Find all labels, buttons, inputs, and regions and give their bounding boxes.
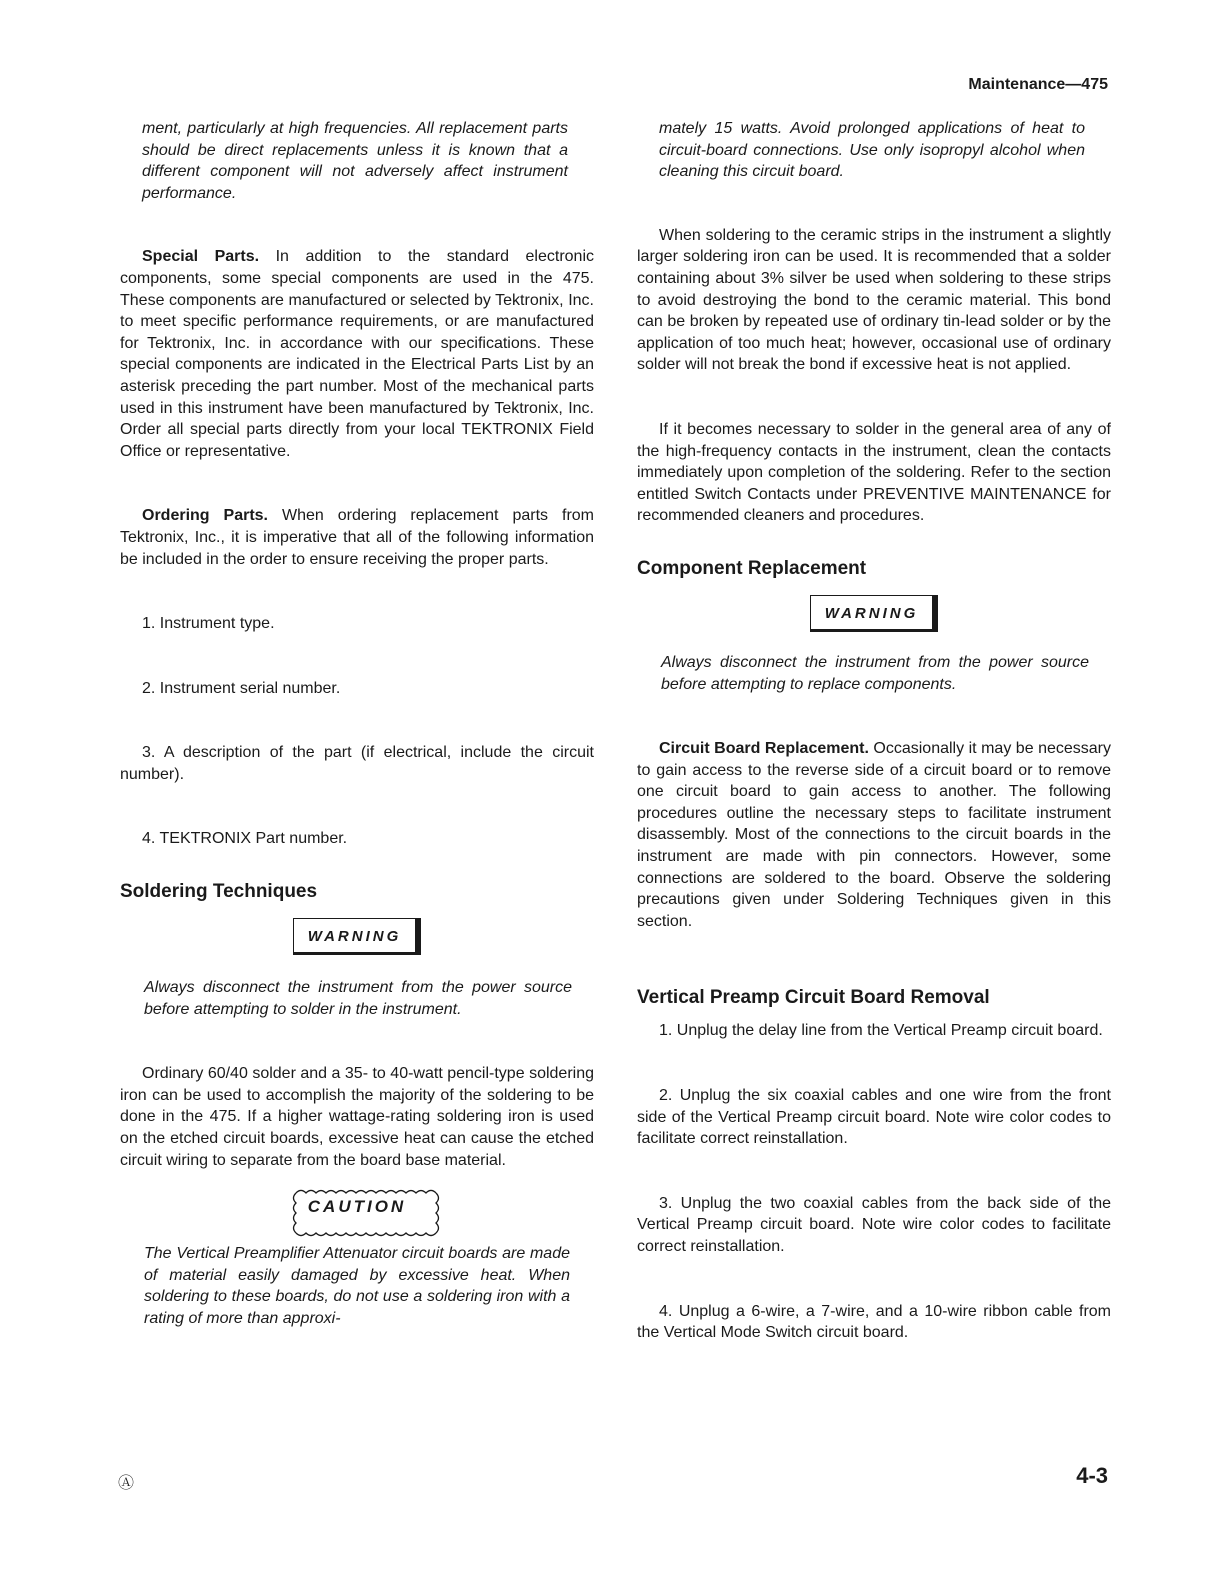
warning-badge: WARNING	[293, 918, 422, 955]
removal-step: 1. Unplug the delay line from the Vertical Preamp circuit board.	[659, 1022, 1103, 1040]
preamp-removal-heading: Vertical Preamp Circuit Board Removal	[637, 987, 990, 1009]
warning-box-wrap	[120, 918, 594, 955]
page-number: 4-3	[1076, 1463, 1108, 1488]
list-item: 3. A description of the part (if electrical, include the circuit number).	[120, 744, 594, 783]
caution-box-wrap	[120, 1187, 594, 1227]
page-header: Maintenance—475	[968, 76, 1108, 93]
ordering-parts-lead: Ordering Parts.	[142, 507, 269, 525]
caution-badge	[290, 1187, 424, 1227]
removal-step: 3. Unplug the two coaxial cables from the back side of the Vertical Preamp circuit board. Note wire color codes to facilitate correct reinstallation.	[637, 1194, 1111, 1255]
warning-text: Always disconnect the instrument from the power source before attempting to solder in the instrument.	[144, 979, 572, 1018]
warning-badge: WARNING	[810, 595, 939, 632]
caution-text: The Vertical Preamplifier Attenuator circuit boards are made of material easily damaged by excessive heat. When soldering to these boards, do not use a soldering iron with a rating of more than approxi-	[144, 1245, 570, 1327]
list-item: 4. TEKTRONIX Part number.	[142, 830, 348, 848]
caution-label: CAUTION	[307, 1197, 407, 1217]
high-frequency-paragraph: If it becomes necessary to solder in the general area of any of the high-frequency contacts in the instrument, clean the contacts immediately upon completion of the soldering. Refer to the section entitled Switch Contacts under PREVENTIVE MAINTENANCE for recommended cleaners and procedures.	[637, 420, 1111, 525]
soldering-techniques-heading: Soldering Techniques	[120, 881, 318, 903]
list-item: 1. Instrument type.	[142, 615, 275, 633]
right-column	[637, 118, 1111, 1344]
solder-paragraph: Ordinary 60/40 solder and a 35- to 40-watt pencil-type soldering iron can be used to accomplish the majority of the soldering to be done in the 475. If a higher wattage-rating soldering iron is used on the etched circuit boards, excessive heat can cause the etched circuit wiring to separate from the board base material.	[120, 1065, 594, 1169]
revision-mark: Ⓐ	[118, 1475, 135, 1492]
left-column	[120, 118, 594, 1330]
ceramic-strips-paragraph: When soldering to the ceramic strips in the instrument a slightly larger soldering iron can be used. It is recommended that a solder containing about 3% silver be used when soldering to these strips to avoid destroying the bond to the ceramic material. This bond can be broken by repeated use of ordinary tin-lead solder or by the application of too much heat; however, occasional use of ordinary solder will not break the bond if excessive heat is not applied.	[637, 226, 1111, 374]
list-item: 2. Instrument serial number.	[142, 679, 341, 697]
component-replacement-heading: Component Replacement	[637, 557, 867, 579]
warning-text: Always disconnect the instrument from the power source before attempting to replace components.	[661, 653, 1089, 693]
special-parts-lead: Special Parts.	[142, 248, 260, 266]
continued-italic-paragraph: ment, particularly at high frequencies. All replacement parts should be direct replacements unless it is known that a different component will not adversely affect instrument performance.	[142, 120, 568, 202]
removal-step: 2. Unplug the six coaxial cables and one wire from the front side of the Vertical Preamp circuit board. Note wire color codes to facilitate correct reinstallation.	[637, 1087, 1111, 1148]
ordering-parts-paragraph	[120, 505, 594, 570]
special-parts-paragraph	[120, 246, 594, 462]
circuit-board-replacement-lead: Circuit Board Replacement.	[659, 740, 869, 758]
circuit-board-replacement-text: Occasionally it may be necessary to gain access to the reverse side of a circuit board or to remove one circuit board to gain access to another. The following procedures outline the necessary steps to facilitate instrument disassembly. Most of the connections to the circuit boards in the instrument are made with pin connectors. However, some connections are soldered to the board. Observe the soldering precautions given under Soldering Techniques given in this section.	[637, 740, 1112, 930]
removal-step: 4. Unplug a 6-wire, a 7-wire, and a 10-wire ribbon cable from the Vertical Mode Switch circuit board.	[637, 1302, 1111, 1342]
ordering-parts-text: When ordering replacement parts from Tektronix, Inc., it is imperative that all of the following information be included in the order to ensure receiving the proper parts.	[120, 507, 595, 568]
warning-box-wrap	[637, 595, 1111, 632]
circuit-board-replacement-paragraph	[637, 738, 1111, 932]
special-parts-text: In addition to the standard electronic components, some special components are used in the 475. These components are manufactured or selected by Tektronix, Inc. to meet specific performance requirements, or are manufactured for Tektronix, Inc. in accordance with our specifications. These special components are indicated in the Electrical Parts List by an asterisk preceding the part number. Most of the mechanical parts used in this instrument have been manufactured by Tektronix, Inc. Order all special parts directly from your local TEKTRONIX Field Office or representative.	[120, 248, 594, 460]
caution-continued-text: mately 15 watts. Avoid prolonged applications of heat to circuit-board connections. Use only isopropyl alcohol when cleaning this circuit board.	[659, 120, 1085, 181]
